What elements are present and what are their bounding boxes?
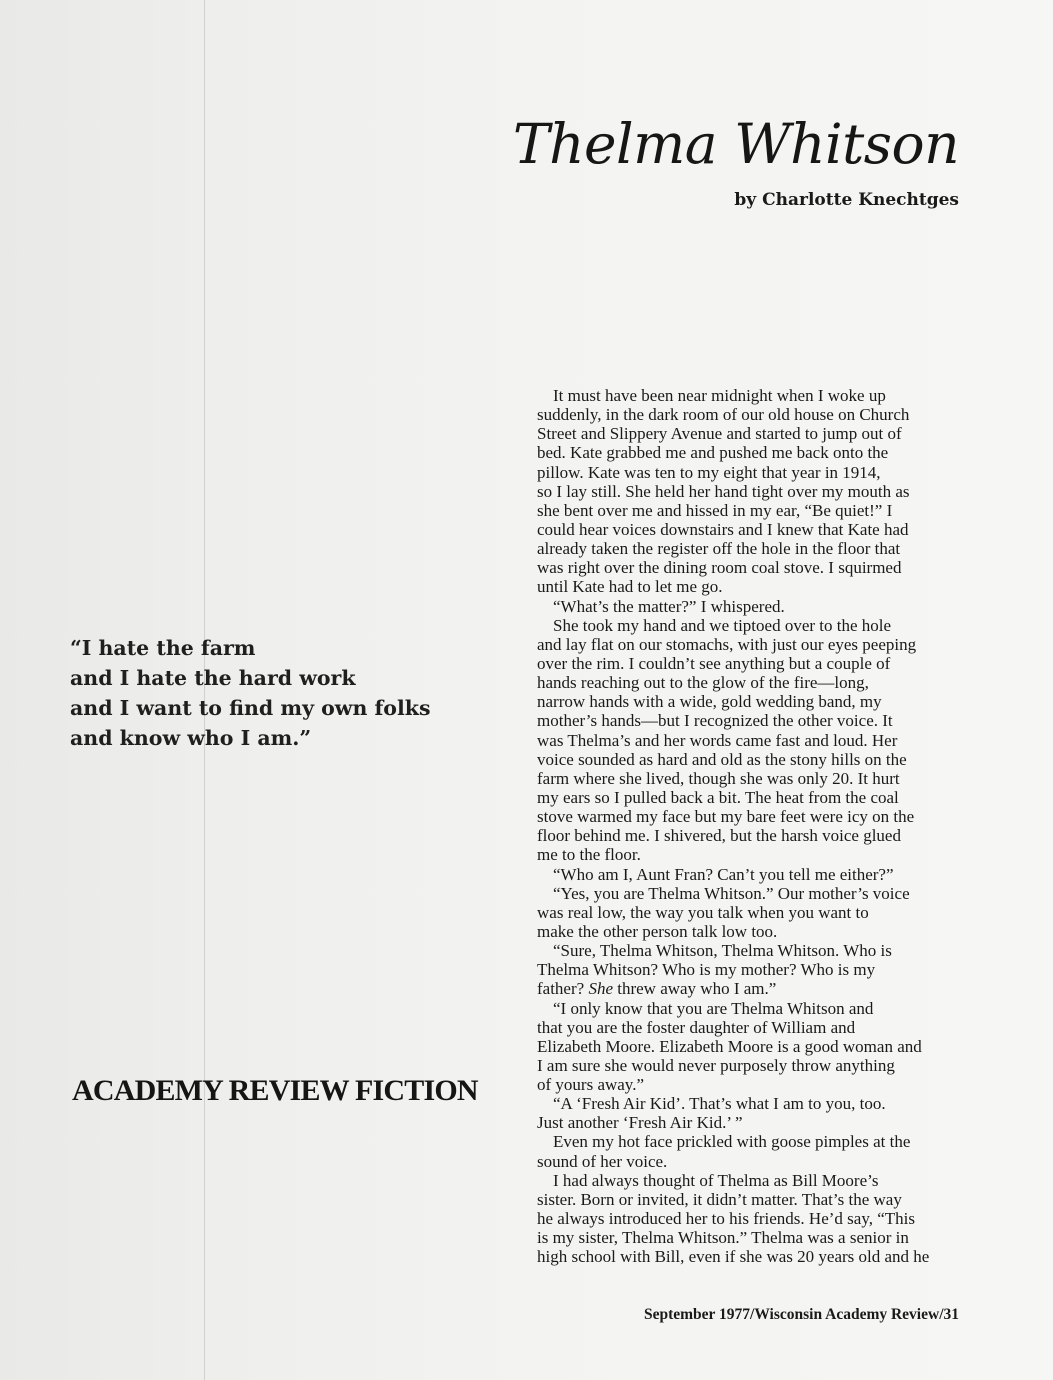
story-line-text: Elizabeth Moore. Elizabeth Moore is a good woman and bbox=[537, 1036, 922, 1056]
story-line-text: was real low, the way you talk when you want to bbox=[537, 902, 869, 922]
story-line-text: It must have been near midnight when I woke up bbox=[553, 386, 886, 405]
story-line-text: father? bbox=[537, 979, 589, 999]
story-line bbox=[537, 577, 967, 596]
story-line-text: could hear voices downstairs and I knew that Kate had bbox=[537, 519, 909, 539]
story-line bbox=[537, 463, 967, 482]
story-line-text: threw away who I am.” bbox=[612, 979, 777, 999]
story-line-text: voice sounded as hard and old as the stony hills on the bbox=[537, 749, 907, 769]
story-line bbox=[537, 1075, 967, 1094]
story-line bbox=[537, 941, 967, 960]
story-line bbox=[537, 635, 967, 654]
story-line bbox=[537, 692, 967, 711]
story-line-text: and lay flat on our stomachs, with just our eyes peeping bbox=[537, 634, 917, 654]
story-line-text: She took my hand and we tiptoed over to the hole bbox=[553, 615, 892, 635]
story-line-text: that you are the foster daughter of William and bbox=[537, 1017, 856, 1037]
pull-quote-line: and know who I am.” bbox=[70, 726, 312, 750]
story-line-text: hands reaching out to the glow of the fire—long, bbox=[537, 673, 869, 693]
story-line-text: “I only know that you are Thelma Whitson and bbox=[553, 998, 874, 1018]
story-line-text: “Yes, you are Thelma Whitson.” Our mother’s voice bbox=[553, 883, 910, 903]
story-line-text: Just another ‘Fresh Air Kid.’ ” bbox=[537, 1113, 743, 1133]
story-line bbox=[537, 960, 967, 979]
story-line bbox=[537, 769, 967, 788]
story-line bbox=[537, 1247, 967, 1266]
story-line-text: make the other person talk low too. bbox=[537, 921, 778, 941]
story-line-text: “What’s the matter?” I whispered. bbox=[553, 596, 785, 616]
story-line-text: she bent over me and hissed in my ear, “Be quiet!” I bbox=[537, 500, 893, 520]
story-line bbox=[537, 597, 967, 616]
story-line-text: of yours away.” bbox=[537, 1075, 644, 1095]
story-line bbox=[537, 654, 967, 673]
story-line bbox=[537, 999, 967, 1018]
story-line bbox=[537, 1152, 967, 1171]
story-line-text: was right over the dining room coal stove. I squirmed bbox=[537, 558, 902, 578]
story-line bbox=[537, 750, 967, 769]
story-line-text: sister. Born or invited, it didn’t matter. That’s the way bbox=[537, 1189, 902, 1209]
story-line-text: was Thelma’s and her words came fast and loud. Her bbox=[537, 730, 898, 750]
story-line bbox=[537, 1037, 967, 1056]
story-line bbox=[537, 386, 967, 405]
story-line-text: “Who am I, Aunt Fran? Can’t you tell me either?” bbox=[553, 864, 894, 884]
story-line-text: already taken the register off the hole in the floor that bbox=[537, 539, 901, 559]
story-line-text: me to the floor. bbox=[537, 845, 641, 865]
story-line-text: sound of her voice. bbox=[537, 1151, 668, 1171]
story-line-text: Street and Slippery Avenue and started to jump out of bbox=[537, 424, 902, 444]
story-line bbox=[537, 1056, 967, 1075]
story-line-text: high school with Bill, even if she was 20 years old and he bbox=[537, 1247, 930, 1267]
story-line bbox=[537, 731, 967, 750]
story-line-text: bed. Kate grabbed me and pushed me back onto the bbox=[537, 443, 889, 463]
article-byline: by Charlotte Knechtges bbox=[734, 190, 959, 210]
story-line-text: he always introduced her to his friends. He’d say, “This bbox=[537, 1209, 915, 1229]
story-line-text: I had always thought of Thelma as Bill Moore’s bbox=[553, 1170, 879, 1190]
story-line bbox=[537, 711, 967, 730]
story-line bbox=[537, 1018, 967, 1037]
story-line bbox=[537, 1171, 967, 1190]
story-line-text: “Sure, Thelma Whitson, Thelma Whitson. Who is bbox=[553, 941, 892, 961]
story-line bbox=[537, 405, 967, 424]
page-footer: September 1977/Wisconsin Academy Review/31 bbox=[643, 1306, 959, 1323]
story-line-text: suddenly, in the dark room of our old house on Church bbox=[537, 405, 910, 425]
story-line bbox=[537, 424, 967, 443]
story-line-text: floor behind me. I shivered, but the harsh voice glued bbox=[537, 826, 901, 846]
story-line bbox=[537, 1209, 967, 1228]
story-line bbox=[537, 788, 967, 807]
story-line bbox=[537, 1132, 967, 1151]
story-line-emphasis: She bbox=[588, 979, 613, 999]
story-line bbox=[537, 1113, 967, 1132]
story-line-text: mother’s hands—but I recognized the other voice. It bbox=[537, 711, 893, 731]
story-line-text: over the rim. I couldn’t see anything but a couple of bbox=[537, 653, 891, 673]
story-line bbox=[537, 520, 967, 539]
pull-quote-line: “I hate the farm bbox=[70, 636, 256, 660]
article-title: Thelma Whitson bbox=[512, 112, 959, 176]
story-line bbox=[537, 1228, 967, 1247]
story-line bbox=[537, 845, 967, 864]
story-line-text: farm where she lived, though she was only 20. It hurt bbox=[537, 768, 900, 788]
story-line-text: narrow hands with a wide, gold wedding band, my bbox=[537, 692, 882, 712]
story-line bbox=[537, 539, 967, 558]
story-line bbox=[537, 501, 967, 520]
story-line bbox=[537, 903, 967, 922]
story-line bbox=[537, 922, 967, 941]
story-line bbox=[537, 558, 967, 577]
story-line-text: my ears so I pulled back a bit. The heat from the coal bbox=[537, 787, 899, 807]
story-line-text: pillow. Kate was ten to my eight that year in 1914, bbox=[537, 462, 881, 482]
story-line bbox=[537, 673, 967, 692]
story-line bbox=[537, 1094, 967, 1113]
story-line-text: I am sure she would never purposely throw anything bbox=[537, 1055, 895, 1075]
story-line-text: so I lay still. She held her hand tight over my mouth as bbox=[537, 481, 910, 501]
pull-quote bbox=[70, 633, 470, 753]
story-line bbox=[537, 979, 967, 998]
story-line bbox=[537, 884, 967, 903]
story-line-text: until Kate had to let me go. bbox=[537, 577, 723, 597]
story-line bbox=[537, 826, 967, 845]
pull-quote-line: and I hate the hard work bbox=[70, 666, 356, 690]
story-line-text: Even my hot face prickled with goose pimples at the bbox=[553, 1132, 911, 1152]
story-line-text: Thelma Whitson? Who is my mother? Who is my bbox=[537, 960, 876, 980]
story-line bbox=[537, 482, 967, 501]
story-line bbox=[537, 865, 967, 884]
story-line-text: “A ‘Fresh Air Kid’. That’s what I am to you, too. bbox=[553, 1094, 886, 1114]
story-line-text: is my sister, Thelma Whitson.” Thelma was a senior in bbox=[537, 1228, 909, 1248]
story-line bbox=[537, 1190, 967, 1209]
story-line bbox=[537, 443, 967, 462]
story-line bbox=[537, 807, 967, 826]
story-line bbox=[537, 616, 967, 635]
story-body bbox=[537, 386, 967, 1266]
pull-quote-line: and I want to find my own folks bbox=[70, 696, 431, 720]
section-label: ACADEMY REVIEW FICTION bbox=[72, 1074, 478, 1107]
story-line-text: stove warmed my face but my bare feet were icy on the bbox=[537, 807, 915, 827]
